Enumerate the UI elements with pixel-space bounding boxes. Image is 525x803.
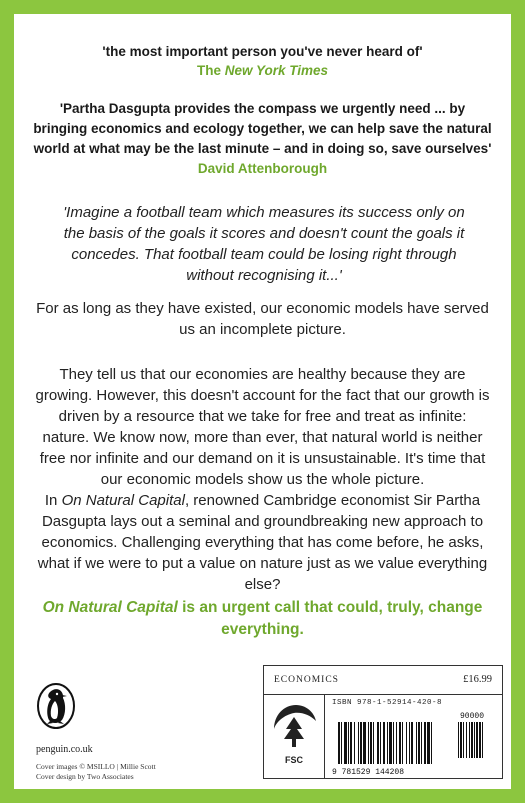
barcode-bar — [358, 722, 359, 764]
addon-bar — [460, 722, 462, 758]
barcode-bar — [344, 722, 347, 764]
addon-bar — [474, 722, 475, 758]
book-extract: 'Imagine a football team which measures its success only on the basis of the goals it scores and doesn't count the goals it concedes. That football team could be losing right through without recognising it...' — [63, 204, 465, 284]
barcode-panel — [263, 665, 503, 779]
addon-bar — [466, 722, 467, 758]
barcode-bar — [387, 722, 388, 764]
back-cover — [14, 14, 511, 789]
addon-digits: 90000 — [460, 712, 485, 721]
barcode-bar — [383, 722, 385, 764]
category-price-row — [264, 666, 502, 695]
barcode-bar — [354, 722, 355, 764]
quote-nyt — [34, 42, 491, 80]
barcode-bar — [427, 722, 430, 764]
fsc-mark — [264, 695, 325, 778]
addon-bar — [482, 722, 483, 758]
addon-bar — [471, 722, 473, 758]
quote-source: David Attenborough — [197, 161, 328, 176]
addon-bar — [476, 722, 478, 758]
cover-images-credit: Cover images © MSILLO | Millie Scott — [36, 762, 156, 771]
barcode-bar — [406, 722, 407, 764]
barcode-bar — [341, 722, 342, 764]
barcode-bar — [393, 722, 394, 764]
barcode-bar — [409, 722, 410, 764]
quote-text: 'the most important person you've never heard of' — [102, 44, 423, 59]
barcode-bar — [421, 722, 422, 764]
barcode-bar — [370, 722, 372, 764]
barcode-bar — [396, 722, 397, 764]
fsc-label: FSC — [285, 755, 303, 765]
addon-bar — [463, 722, 464, 758]
barcode-bar — [380, 722, 381, 764]
barcode-bar — [389, 722, 392, 764]
addon-bar — [458, 722, 459, 758]
barcode-bar — [368, 722, 369, 764]
publisher-url: penguin.co.uk — [36, 744, 93, 755]
barcode-bar — [360, 722, 362, 764]
quote-attenborough — [32, 99, 493, 179]
quote-text: 'Partha Dasgupta provides the compass we urgently need ... by bringing economics and ecology together, we can help save the natural world at what may be the last minute – and in doing so, save ourselves' — [33, 101, 492, 156]
blurb-paragraph-1: For as long as they have existed, our economic models have served us an incomplete picture. — [36, 300, 489, 338]
ean-digits: 9 781529 144208 — [332, 768, 405, 776]
barcode-bar — [363, 722, 366, 764]
addon-bar — [479, 722, 481, 758]
addon-bar — [469, 722, 470, 758]
barcode-bar — [418, 722, 420, 764]
quote-source: The New York Times — [196, 63, 329, 78]
fsc-tree-icon — [264, 697, 324, 755]
penguin-logo-icon — [36, 682, 76, 730]
isbn-label: ISBN 978-1-52914-420-8 — [332, 699, 443, 707]
blurb-paragraph-3: In On Natural Capital, renowned Cambridge economist Sir Partha Dasgupta lays out a seminal and groundbreaking new approach to economics. Challenging everything that has come before, he asks, what if we were to put a value on nature just as we value everything else? — [37, 492, 488, 593]
barcode-bar — [402, 722, 403, 764]
barcode-bar — [338, 722, 340, 764]
barcode-bar — [399, 722, 401, 764]
barcode-bar — [350, 722, 352, 764]
barcode-bar — [416, 722, 417, 764]
barcode-bar — [411, 722, 413, 764]
cover-credits — [36, 762, 156, 782]
cover-design-credit: Cover design by Two Associates — [36, 772, 134, 781]
barcode-bar — [373, 722, 374, 764]
closing-statement: On Natural Capital is an urgent call that could, truly, change everything. — [42, 599, 483, 638]
barcode-icon — [330, 710, 498, 776]
barcode-bar — [377, 722, 379, 764]
price-label: £16.99 — [463, 674, 492, 685]
barcode-bar — [424, 722, 426, 764]
blurb-paragraph-2: They tell us that our economies are healthy because they are growing. However, this doesn't account for the fact that our growth is driven by a resource that we take for free and treat as infinite: nature. We know now, more than ever, that natural world is neither free nor infinite and our demand on it is unsustainable. It's time that our economic models show us the whole picture. — [35, 366, 490, 488]
barcode-bar — [348, 722, 349, 764]
category-label: ECONOMICS — [274, 675, 339, 685]
barcode-bar — [431, 722, 432, 764]
